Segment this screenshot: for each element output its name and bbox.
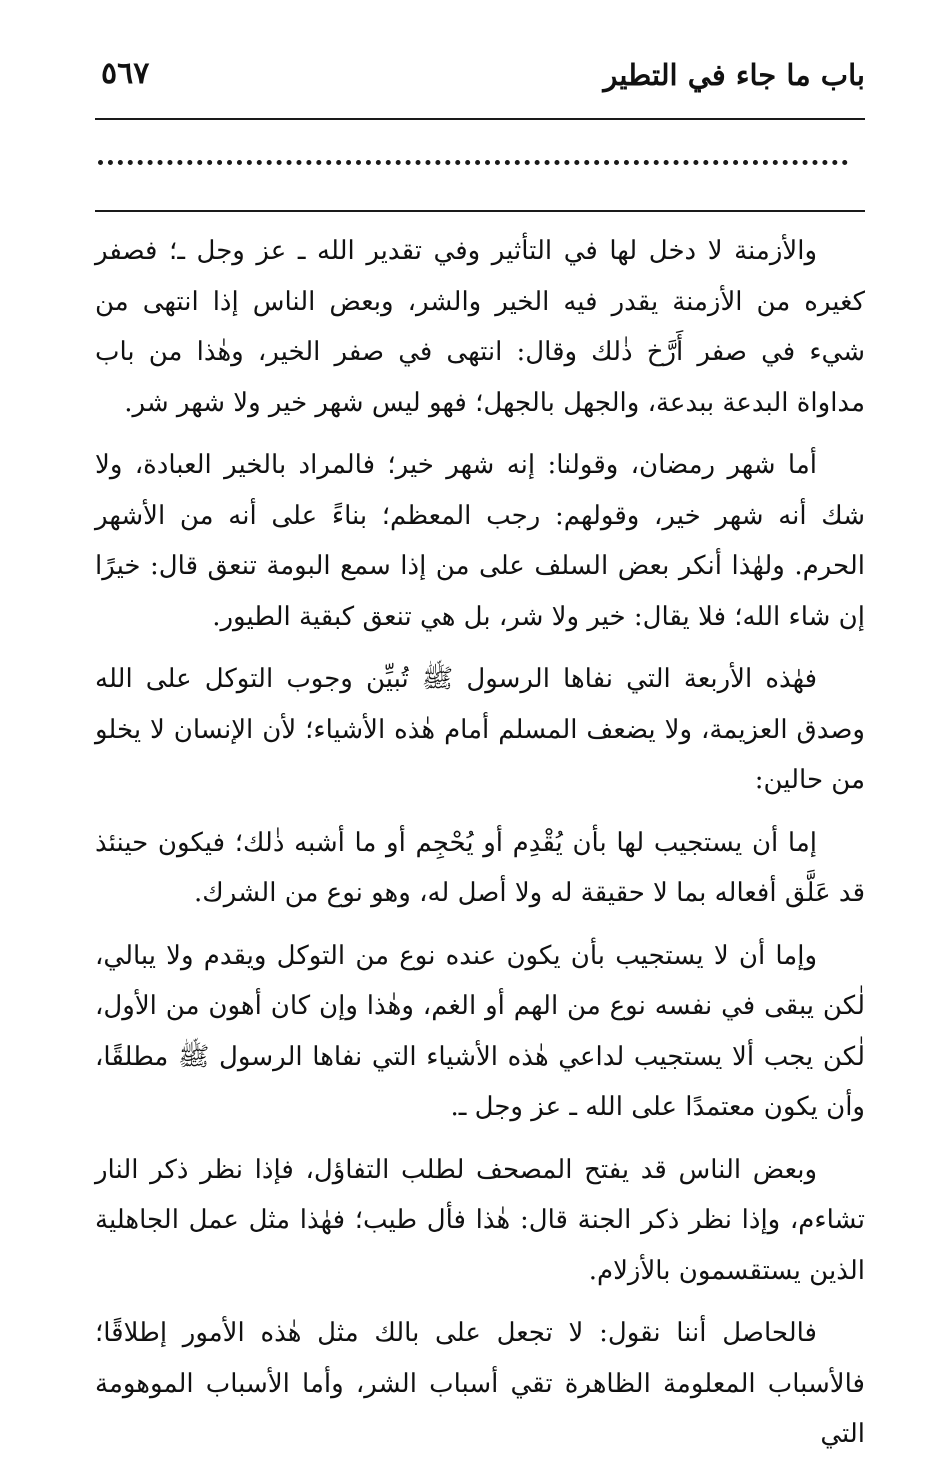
dotted-separator [98, 160, 848, 165]
paragraph: وإما أن لا يستجيب بأن يكون عنده نوع من التوكل ويقدم ولا يبالي، لٰكن يبقى في نفسه نوع من الهم أو الغم، وهٰذا وإن كان أهون من الأول، لٰكن يجب ألا يستجيب لداعي هٰذه الأشياء التي نفاها الرسول ﷺ مطلقًا، وأن يكون معتمدًا على الله ـ عز وجل ـ. [95, 940, 865, 1122]
body-text [95, 226, 865, 1460]
paragraph: أما شهر رمضان، وقولنا: إنه شهر خير؛ فالمراد بالخير العبادة، ولا شك أنه شهر خير، وقولهم: رجب المعظم؛ بناءً على أنه من الأشهر الحرم. ولهٰذا أنكر بعض السلف على من إذا سمع البومة تنعق قال: خيرًا إن شاء الله؛ فلا يقال: خير ولا شر، بل هي تنعق كبقية الطيور. [95, 450, 865, 632]
header-rule [95, 118, 865, 120]
paragraph: فهٰذه الأربعة التي نفاها الرسول ﷺ تُبيِّن وجوب التوكل على الله وصدق العزيمة، ولا يضعف المسلم أمام هٰذه الأشياء؛ لأن الإنسان لا يخلو من حالين: [95, 664, 865, 795]
paragraph: إما أن يستجيب لها بأن يُقْدِم أو يُحْجِم أو ما أشبه ذٰلك؛ فيكون حينئذ قد عَلَّق أفعاله بما لا حقيقة له ولا أصل له، وهو نوع من الشرك. [95, 827, 865, 908]
page-number: ٥٦٧ [101, 56, 150, 91]
paragraph: فالحاصل أننا نقول: لا تجعل على بالك مثل هٰذه الأمور إطلاقًا؛ فالأسباب المعلومة الظاهرة تقي أسباب الشر، وأما الأسباب الموهومة التي [95, 1318, 865, 1449]
body-rule [95, 210, 865, 212]
paragraph: والأزمنة لا دخل لها في التأثير وفي تقدير الله ـ عز وجل ـ؛ فصفر كغيره من الأزمنة يقدر فيه الخير والشر، وبعض الناس إذا انتهى من شيء في صفر أَرَّخ ذٰلك وقال: انتهى في صفر الخير، وهٰذا من باب مداواة البدعة ببدعة، والجهل بالجهل؛ فهو ليس شهر خير ولا شهر شر. [95, 236, 865, 418]
paragraph: وبعض الناس قد يفتح المصحف لطلب التفاؤل، فإذا نظر ذكر النار تشاءم، وإذا نظر ذكر الجنة قال: هٰذا فأل طيب؛ فهٰذا مثل عمل الجاهلية الذين يستقسمون بالأزلام. [95, 1154, 865, 1286]
running-title: باب ما جاء في التطير [603, 58, 865, 92]
page-header [95, 52, 865, 110]
